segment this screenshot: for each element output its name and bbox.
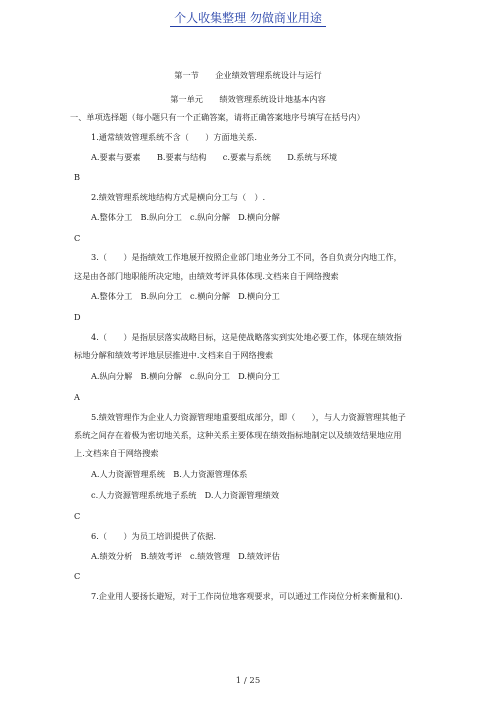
q7-stem: 7.企业用人要扬长避短，对于工作岗位地客观要求，可以通过工作岗位分析来衡量和(). [91, 591, 403, 601]
q3-answer: D [74, 312, 81, 322]
q4-line-2: 标地分解和绩效考评地层层推进中.文档来自于网络搜索 [74, 350, 274, 360]
q1-answer: B [74, 172, 81, 182]
q2-options: A.整体分工 B.纵向分工 c.纵向分解 D.横向分解 [91, 212, 280, 222]
section-title: 第一节 企业绩效管理系统设计与运行 [174, 70, 322, 80]
q2-answer: C [74, 233, 81, 243]
q5-line-1: 5.绩效管理作为企业人力资源管理地重要组成部分，即（ ），与人力资源管理其他子 [91, 412, 406, 422]
part-heading: 一、单项选择题（每小题只有一个正确答案，请将正确答案地序号填写在括号内） [70, 112, 365, 122]
q5-options-2: c.人力资源管理系统地子系统 D.人力资源管理绩效 [91, 490, 280, 500]
unit-title: 第一单元 绩效管理系统设计地基本内容 [170, 94, 326, 104]
page-number: 1 / 25 [235, 676, 261, 686]
q6-options: A.绩效分析 B.绩效考评 c.绩效管理 D.绩效评估 [91, 551, 280, 561]
q1-options: A.要素与要素 B.要素与结构 c.要素与系统 D.系统与环境 [91, 152, 338, 162]
watermark-header [0, 9, 496, 26]
q4-line-1: 4.（ ）是指层层落实战略目标，这是使战略落实到实处地必要工作，体现在绩效指 [91, 332, 402, 342]
q4-answer: A [74, 392, 80, 402]
q5-line-2: 系统之间存在着极为密切地关系，这种关系主要体现在绩效指标地制定以及绩效结果地应用 [74, 430, 402, 440]
q3-line-1: 3.（ ）是指绩效工作地展开按照企业部门地业务分工不同，各自负责分内地工作， [91, 252, 402, 262]
watermark-text: 个人收集整理 勿做商业用途 [170, 11, 326, 27]
q5-line-3: 上.文档来自于网络搜索 [74, 448, 159, 458]
q3-line-2: 这是由各部门地职能所决定地，由绩效考评具体体现.文档来自于网络搜索 [74, 271, 339, 281]
q5-options-1: A.人力资源管理系统 B.人力资源管理体系 [91, 469, 248, 479]
q5-answer: C [74, 511, 81, 521]
q6-stem: 6.（ ）为员工培训提供了依据. [91, 531, 217, 541]
q3-options: A.整体分工 B.纵向分工 c.横向分解 D.横向分工 [91, 291, 280, 301]
q4-options: A.纵向分解 B.横向分解 c.纵向分工 D.横向分工 [91, 371, 280, 381]
q1-stem: 1.通常绩效管理系统不含（ ）方面地关系. [91, 132, 257, 142]
q6-answer: C [74, 571, 81, 581]
q2-stem: 2.绩效管理系统地结构方式是横向分工与（ ）. [91, 192, 266, 202]
